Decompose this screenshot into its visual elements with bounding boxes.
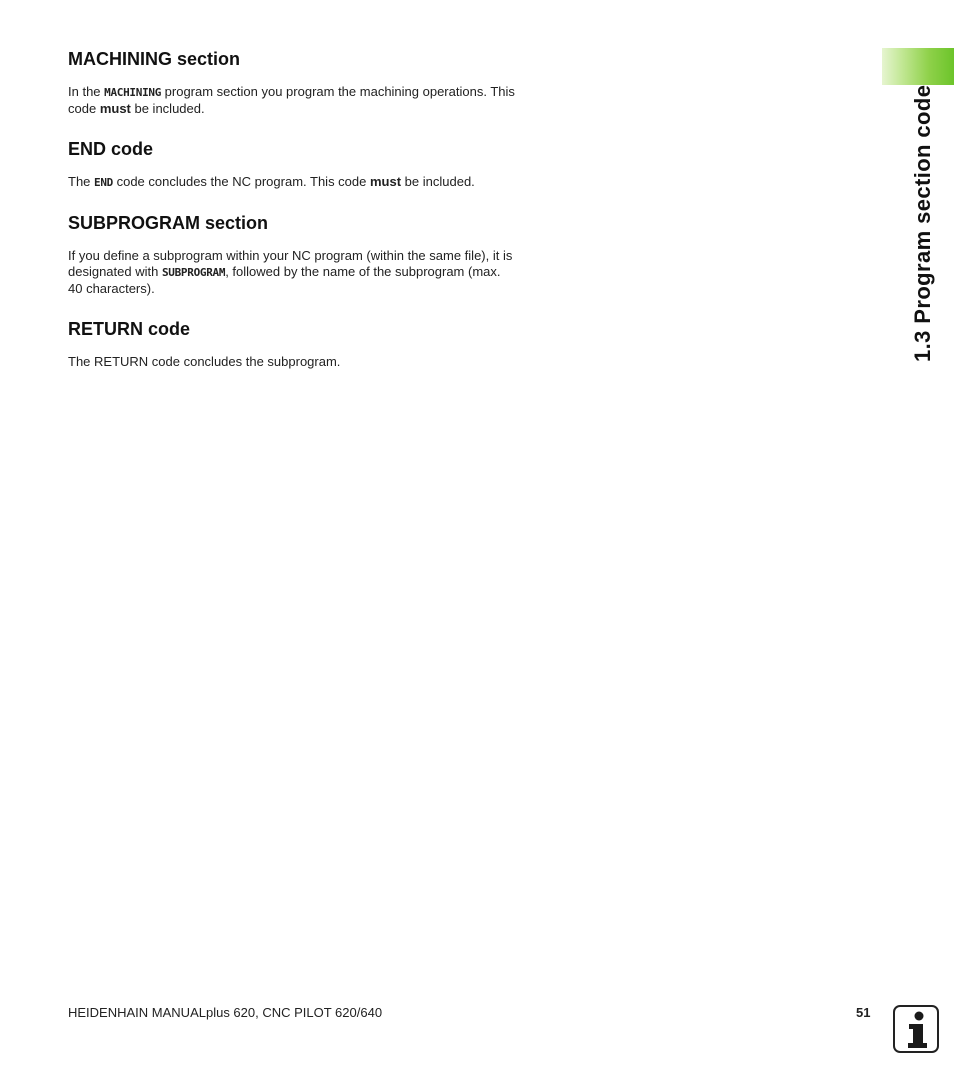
code-keyword: MACHINING: [104, 86, 162, 99]
section-heading: SUBPROGRAM section: [68, 213, 269, 233]
footer-manual-title: HEIDENHAIN MANUALplus 620, CNC PILOT 620/640: [68, 1005, 383, 1020]
info-icon: [893, 1005, 939, 1053]
code-keyword: SUBPROGRAM: [161, 266, 226, 279]
section-heading: MACHINING section: [68, 49, 241, 69]
page-number: 51: [856, 1005, 871, 1020]
emphasis: must: [370, 174, 402, 189]
main-content: [68, 48, 518, 391]
code-keyword: END: [94, 176, 113, 189]
section-paragraph: The END code concludes the NC program. This code must be included.: [68, 174, 475, 189]
section-paragraph: If you define a subprogram within your NC program (within the same file), it is designated with SUBPROGRAM, followed by the name of the subprogram (max. 40 characters).: [68, 248, 513, 296]
machining-section: [68, 48, 518, 117]
section-heading: RETURN code: [68, 319, 191, 339]
section-title-vertical: 1.3 Program section code: [910, 84, 935, 362]
emphasis: must: [99, 101, 131, 116]
section-paragraph: In the MACHINING program section you program the machining operations. This code must be included.: [68, 84, 515, 116]
subprogram-section: [68, 212, 518, 297]
section-tab: [882, 48, 954, 85]
section-heading: END code: [68, 139, 154, 159]
end-code-section: [68, 138, 518, 191]
return-code-section: [68, 318, 518, 370]
section-paragraph: The RETURN code concludes the subprogram.: [68, 354, 341, 369]
